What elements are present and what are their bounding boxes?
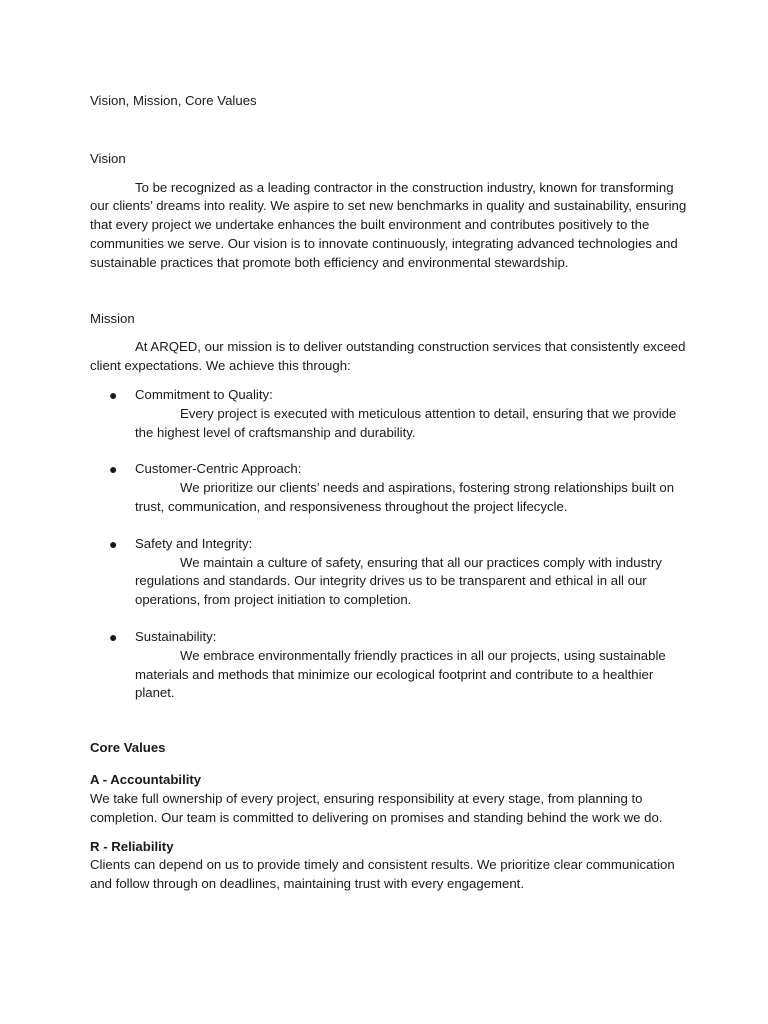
mission-heading: Mission: [90, 310, 135, 326]
bullet-icon: ●: [109, 461, 118, 478]
mission-item-text: We embrace environmentally friendly practices in all our projects, using sustainable materials and methods that minimize our ecological footprint and contribute to a healthier planet.: [135, 647, 666, 701]
list-item: [90, 628, 690, 703]
core-value-title: A - Accountability: [90, 772, 202, 788]
mission-item-text: We prioritize our clients’ needs and aspirations, fostering strong relationships built on trust, communication, and responsiveness throughout the project lifecycle.: [135, 480, 675, 514]
list-item: [90, 460, 690, 516]
mission-item-text: We maintain a culture of safety, ensuring that all our practices comply with industry regulations and standards. Our integrity drives us to be transparent and ethical in all our operations, from project initiation to completion.: [135, 554, 662, 608]
mission-item-title: Safety and Integrity:: [135, 535, 253, 551]
vision-paragraph: To be recognized as a leading contractor in the construction industry, known for transforming our clients’ dreams into reality. We aspire to set new benchmarks in quality and sustainability, ensuring that every project we undertake enhances the built environment and contributes positively to the communities we serve. Our vision is to innovate continuously, integrating advanced technologies and sustainable practices that promote both efficiency and environmental stewardship.: [90, 179, 687, 270]
mission-intro: At ARQED, our mission is to deliver outstanding construction services that consistently exceed client expectations. We achieve this through:: [90, 339, 686, 374]
mission-item-title: Customer-Centric Approach:: [135, 461, 302, 477]
core-value-text: We take full ownership of every project, ensuring responsibility at every stage, from planning to completion. Our team is committed to delivering on promises and standing behind the work we do.: [90, 790, 663, 825]
bullet-icon: ●: [109, 386, 118, 403]
bullet-icon: ●: [109, 535, 118, 552]
bullet-icon: ●: [109, 628, 118, 645]
core-value-text: Clients can depend on us to provide timely and consistent results. We prioritize clear communication and follow through on deadlines, maintaining trust with every engagement.: [90, 857, 675, 892]
mission-item-title: Commitment to Quality:: [135, 386, 273, 402]
list-item: [90, 386, 690, 442]
mission-list: [90, 386, 690, 703]
mission-item-title: Sustainability:: [135, 628, 217, 644]
mission-item-text: Every project is executed with meticulous attention to detail, ensuring that we provide the highest level of craftsmanship and durability.: [135, 405, 677, 440]
list-item: [90, 535, 690, 610]
document-title: Vision, Mission, Core Values: [90, 93, 257, 108]
document-page: [90, 92, 690, 894]
core-value-title: R - Reliability: [90, 838, 174, 854]
vision-heading: Vision: [90, 150, 126, 166]
core-values-heading: Core Values: [90, 740, 166, 756]
